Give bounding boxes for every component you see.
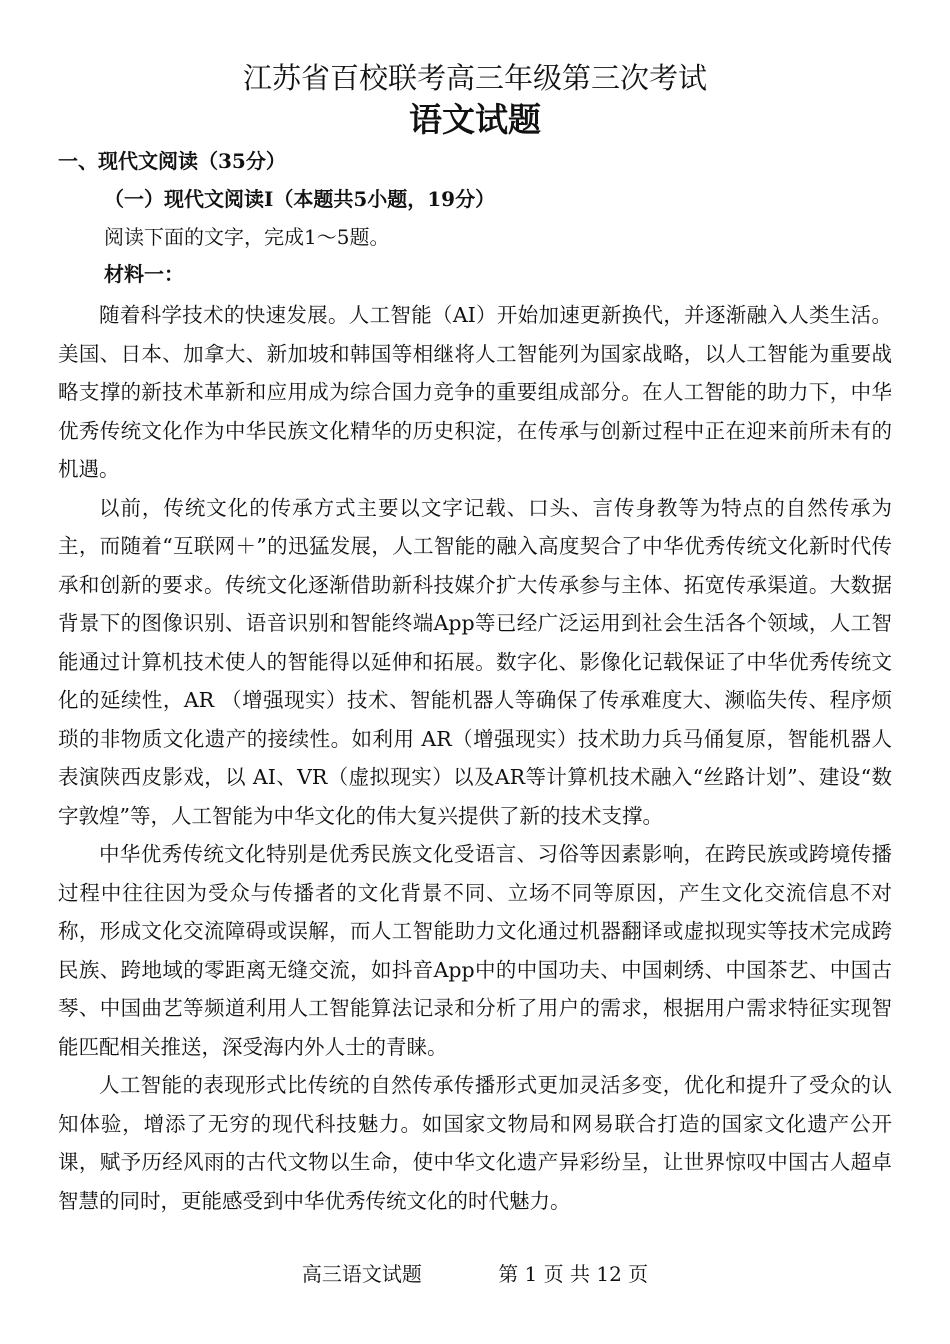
passage-paragraph: 随着科学技术的快速发展。人工智能（AI）开始加速更新换代，并逐渐融入人类生活。美国、日本、加拿大、新加坡和韩国等相继将人工智能列为国家战略，以人工智能为重要战略支撑的新技术革新和应用成为综合国力竞争的重要组成部分。在人工智能的助力下，中华优秀传统文化作为中华民族文化精华的历史积淀，在传承与创新过程中正在迎来前所未有的机遇。 bbox=[58, 303, 892, 481]
subject-title: 语文试题 bbox=[409, 100, 541, 139]
passage-paragraph: 中华优秀传统文化特别是优秀民族文化受语言、习俗等因素影响，在跨民族或跨境传播过程中往往因为受众与传播者的文化背景不同、立场不同等原因，产生文化交流信息不对称，形成文化交流障碍或误解，而人工智能助力文化通过机器翻译或虚拟现实等技术完成跨民族、跨地域的零距离无缝交流，如抖音App中的中国功夫、中国刺绣、中国茶艺、中国古琴、中国曲艺等频道利用人工智能算法记录和分析了用户的需求，根据用户需求特征实现智能匹配相关推送，深受海内外人士的青睐。 bbox=[58, 842, 892, 1059]
reading-instruction: 阅读下面的文字，完成1～5题。 bbox=[104, 225, 390, 249]
footer-paper-name: 高三语文试题 bbox=[301, 1262, 422, 1286]
section-heading: 一、现代文阅读（35分） bbox=[58, 149, 286, 173]
passage-paragraph: 人工智能的表现形式比传统的自然传承传播形式更加灵活多变，优化和提升了受众的认知体验，增添了无穷的现代科技魅力。如国家文物局和网易联合打造的国家文化遗产公开课，赋予历经风雨的古代文物以生命，使中华文化遗产异彩纷呈，让世界惊叹中国古人超卓智慧的同时，更能感受到中华优秀传统文化的时代魅力。 bbox=[58, 1073, 892, 1213]
subsection-heading: （一）现代文阅读I（本题共5小题，19分） bbox=[104, 187, 496, 211]
page-footer bbox=[0, 1258, 950, 1290]
passage-paragraph: 以前，传统文化的传承方式主要以文字记载、口头、言传身教等为特点的自然传承为主，而随着“互联网＋”的迅猛发展，人工智能的融入高度契合了中华优秀传统文化新时代传承和创新的要求。传统文化逐渐借助新科技媒介扩大传承参与主体、拓宽传承渠道。大数据背景下的图像识别、语音识别和智能终端App等已经广泛运用到社会生活各个领域，人工智能通过计算机技术使人的智能得以延伸和拓展。数字化、影像化记载保证了中华优秀传统文化的延续性，AR （增强现实）技术、智能机器人等确保了传承难度大、濒临失传、程序烦琐的非物质文化遗产的接续性。如利用 AR（增强现实）技术助力兵马俑复原，智能机器人表演陕西皮影戏，以 AI、VR（虚拟现实）以及AR等计算机技术融入“丝路计划”、建设“数字敦煌”等，人工智能为中华文化的伟大复兴提供了新的技术支撑。 bbox=[58, 495, 892, 828]
footer-page-number: 第 1 页 共 12 页 bbox=[498, 1262, 649, 1286]
passage-body bbox=[58, 296, 892, 1220]
material-label: 材料一： bbox=[104, 262, 184, 286]
exam-title: 江苏省百校联考高三年级第三次考试 bbox=[242, 61, 707, 95]
